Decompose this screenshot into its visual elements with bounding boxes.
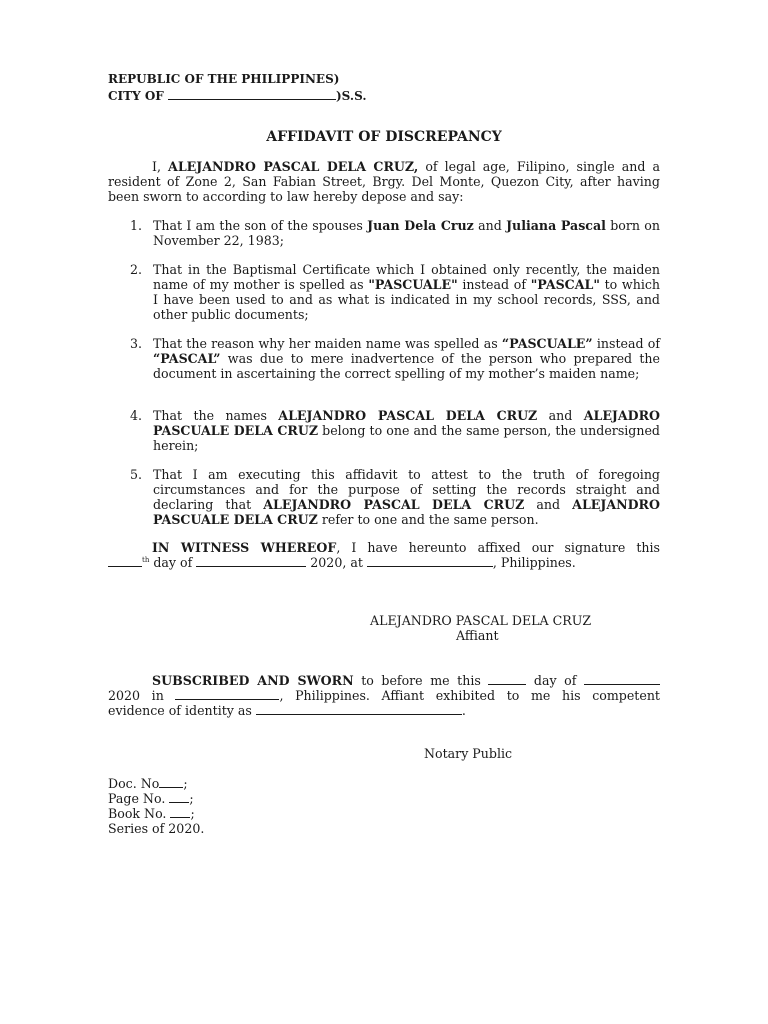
item-text: belong to one and the same person, the undersigned herein; [153, 423, 660, 453]
item-number: 5. [130, 467, 143, 482]
jurat-line-3 [108, 703, 660, 718]
ss-label: )S.S. [336, 89, 367, 103]
jurat-competent-text: , Philippines. Affiant exhibited to me his competent [279, 688, 660, 703]
witness-line-1 [108, 540, 660, 555]
day-blank[interactable] [108, 555, 142, 567]
semicolon: ; [183, 776, 188, 791]
jurat-month-blank[interactable] [584, 673, 660, 685]
item-body [153, 336, 660, 381]
venue-line-2 [108, 88, 660, 104]
doc-no-line [108, 776, 660, 791]
jurat-line-2 [108, 688, 660, 703]
affiant-signature-block [370, 613, 630, 643]
item-number: 1. [130, 218, 143, 233]
republic-label: REPUBLIC OF THE PHILIPPINES) [108, 72, 340, 86]
semicolon: ; [189, 791, 194, 806]
jurat-evidence-text: evidence of identity as [108, 703, 256, 718]
city-blank[interactable] [168, 88, 336, 100]
item-emphasis: ALEJANDRO PASCUALE DELA CRUZ [153, 497, 660, 527]
item-emphasis: "PASCAL" [530, 277, 600, 292]
item-emphasis: Juliana Pascal [506, 218, 606, 233]
jurat-day-blank[interactable] [488, 673, 526, 685]
item-text: and [473, 218, 507, 233]
item-emphasis: "PASCUALE" [368, 277, 458, 292]
item-text: That I am the son of the spouses [153, 218, 368, 233]
period: . [461, 703, 466, 718]
item-text: That I am executing this affidavit to attest to the truth of foregoing circumstances and for the purpose of setting the records straight and declaring that [153, 467, 660, 512]
item-text: was due to mere inadvertence of the person who prepared the document in ascertaining the correct spelling of my mother’s maiden name; [153, 351, 660, 381]
item-number: 2. [130, 262, 143, 277]
item-text: born on November 22, 1983; [153, 218, 660, 248]
jurat-day-of: day of [526, 673, 584, 688]
venue-line-1 [108, 72, 660, 87]
th-suffix: th [142, 555, 150, 564]
doc-no-blank[interactable] [159, 776, 183, 788]
intro-post: of legal age, Filipino, single and a resident of Zone 2, San Fabian Street, Brgy. Del Monte, Quezon City, after having been sworn to according to law hereby depose and say: [108, 159, 661, 204]
item-emphasis: Juan Dela Cruz [367, 218, 474, 233]
item-text: That the names [153, 408, 279, 423]
intro-paragraph [108, 159, 660, 204]
affiant-role: Affiant [456, 628, 499, 643]
witness-text: , I have hereunto affixed our signature this [336, 540, 660, 555]
item-text: and [537, 408, 584, 423]
item-emphasis: “PASCAL” [153, 351, 221, 366]
book-no-line [108, 806, 660, 821]
list-item [108, 467, 660, 527]
semicolon: ; [190, 806, 195, 821]
affiant-name: ALEJANDRO PASCAL DELA CRUZ [370, 613, 592, 628]
city-of-label: CITY OF [108, 89, 164, 103]
jurat-text: to before me this [353, 673, 489, 688]
item-text: refer to one and the same person. [317, 512, 539, 527]
jurat-place-blank[interactable] [175, 688, 279, 700]
list-item [108, 262, 660, 322]
jurat-year-in: 2020 in [108, 688, 176, 703]
series-line: Series of 2020. [108, 821, 205, 836]
philippines-text: , Philippines. [492, 555, 576, 570]
page-no-line [108, 791, 660, 806]
item-body [153, 408, 660, 453]
witness-line-2 [108, 555, 660, 570]
item-number: 3. [130, 336, 143, 351]
item-text: That in the Baptismal Certificate which I obtained only recently, the maiden name of my mother is spelled as [153, 262, 660, 292]
item-text: and [524, 497, 573, 512]
doc-no-label: Doc. No [108, 776, 160, 791]
book-no-label: Book No. [108, 806, 171, 821]
item-emphasis: ALEJANDRO PASCAL DELA CRUZ [278, 408, 538, 423]
evidence-blank[interactable] [256, 703, 462, 715]
notary-public-label: Notary Public [424, 746, 513, 761]
jurat-line-1 [108, 673, 660, 688]
item-emphasis: ALEJADRO PASCUALE DELA CRUZ [153, 408, 661, 438]
item-emphasis: ALEJANDRO PASCAL DELA CRUZ [263, 497, 525, 512]
document-title: AFFIDAVIT OF DISCREPANCY [266, 129, 502, 145]
place-blank[interactable] [367, 555, 493, 567]
item-emphasis: “PASCUALE” [501, 336, 593, 351]
day-of-text: day of [149, 555, 197, 570]
item-text: instead of [592, 336, 660, 351]
jurat-lead: SUBSCRIBED AND SWORN [152, 673, 354, 688]
list-item [108, 408, 660, 453]
month-blank[interactable] [196, 555, 306, 567]
list-item [108, 336, 660, 381]
intro-pre: I, [152, 159, 169, 174]
book-no-blank[interactable] [170, 806, 190, 818]
item-body [153, 262, 660, 322]
item-text: instead of [457, 277, 531, 292]
page-no-label: Page No. [108, 791, 170, 806]
item-text: That the reason why her maiden name was spelled as [153, 336, 502, 351]
witness-lead: IN WITNESS WHEREOF [152, 540, 337, 555]
page-no-blank[interactable] [169, 791, 189, 803]
item-number: 4. [130, 408, 143, 423]
year-at-text: 2020, at [306, 555, 367, 570]
list-item [108, 218, 660, 248]
affiant-name-intro: ALEJANDRO PASCAL DELA CRUZ, [168, 159, 419, 174]
item-text: to which I have been used to and as what is indicated in my school records, SSS, and other public documents; [153, 277, 661, 322]
item-body [153, 467, 660, 527]
item-body [153, 218, 660, 248]
